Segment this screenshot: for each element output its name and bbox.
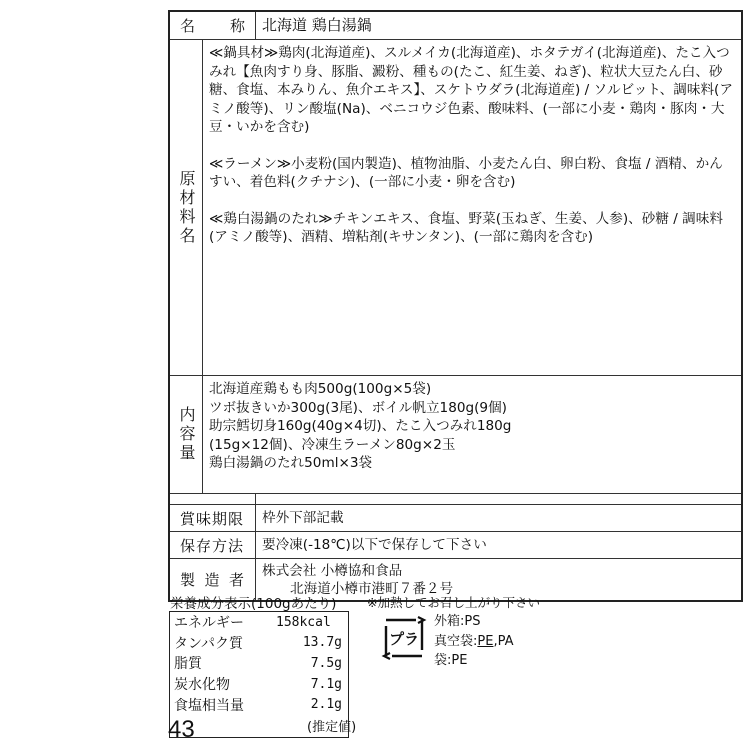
spacer-cell: [256, 494, 741, 504]
nutrition-row: タンパク質 13.7g: [174, 635, 342, 652]
contents-line: 北海道産鶏もも肉500g(100g×5袋): [209, 381, 432, 397]
expiry-header: 賞味期限: [170, 505, 256, 531]
ingredients-paragraph: ≪鍋具材≫鶏肉(北海道産)、スルメイカ(北海道産)、ホタテガイ(北海道産)、たこ入つみれ【魚肉すり身、豚脂、澱粉、種もの(たこ、紅生姜、ねぎ)、粒状大豆たん白、砂糖、食塩、本みりん、魚介エキス】、スケトウダラ(北海道産) / ソルビット、調味料(アミノ酸等)、リン酸塩(Na)、ベニコウジ色素、酸味料、(一部に小麦・鶏肉・豚肉・大豆・いかを含む): [209, 45, 733, 135]
nutrition-row: エネルギー 158kcal: [174, 614, 331, 632]
contents-line: (15g×12個)、冷凍生ラーメン80g×2玉: [209, 436, 456, 453]
name-header: 名 称: [170, 12, 256, 39]
name-row: [170, 12, 741, 39]
contents-row: [170, 375, 741, 493]
page-number: 43: [168, 716, 195, 743]
nutrition-row: 脂質 7.5g: [174, 655, 342, 673]
contents-header: 内容量: [170, 376, 203, 493]
contents-text: [203, 376, 741, 493]
contents-line: ツボ抜きいか300g(3尾)、ボイル帆立180g(9個): [209, 399, 507, 416]
maker-name: 株式会社 小樽協和食品: [262, 563, 403, 579]
estimate-note: (推定値): [307, 720, 357, 735]
ingredients-text: [203, 40, 741, 375]
svg-text:プラ: プラ: [388, 630, 420, 648]
product-name: 北海道 鶏白湯鍋: [262, 16, 372, 35]
contents-line: 助宗鱈切身160g(40g×4切)、たこ入つみれ180g: [209, 418, 512, 434]
storage-value: 要冷凍(-18℃)以下で保存して下さい: [262, 536, 487, 553]
contents-line: 鶏白湯鍋のたれ50ml×3袋: [209, 455, 373, 471]
spacer-row: [170, 493, 741, 504]
heating-note: ※加熱してお召し上がり下さい: [367, 595, 540, 610]
nutrition-row: 炭水化物 7.1g: [174, 676, 342, 694]
ingredients-paragraph: ≪鶏白湯鍋のたれ≫チキンエキス、食塩、野菜(玉ねぎ、生姜、人参)、砂糖 / 調味料(アミノ酸等)、酒精、増粘剤(キサンタン)、(一部に鶏肉を含む): [209, 210, 723, 245]
packaging-line: 外箱:PS: [434, 614, 481, 629]
ingredients-row: [170, 39, 741, 375]
maker-address: 北海道小樽市港町７番２号: [290, 581, 454, 597]
nutrition-row: 食塩相当量 2.1g: [174, 697, 342, 714]
packaging-line: 真空袋:PE,PA: [434, 633, 514, 649]
ingredients-header: 原材料名: [170, 40, 203, 375]
nutrition-title: 栄養成分表示(100gあたり): [170, 596, 337, 612]
product-label-table: [168, 10, 743, 602]
expiry-row: [170, 504, 741, 531]
storage-header: 保存方法: [170, 532, 256, 558]
storage-row: [170, 531, 741, 558]
expiry-value: 枠外下部記載: [262, 509, 344, 526]
maker-header: 製 造 者: [170, 559, 256, 600]
spacer-cell: [170, 494, 256, 504]
packaging-line: 袋:PE: [434, 653, 468, 668]
pla-recycle-icon: [380, 612, 428, 664]
ingredients-paragraph: ≪ラーメン≫小麦粉(国内製造)、植物油脂、小麦たん白、卵白粉、食塩 / 酒精、かんすい、着色料(クチナシ)、(一部に小麦・卵を含む): [209, 155, 723, 190]
packaging-info: [434, 612, 514, 671]
